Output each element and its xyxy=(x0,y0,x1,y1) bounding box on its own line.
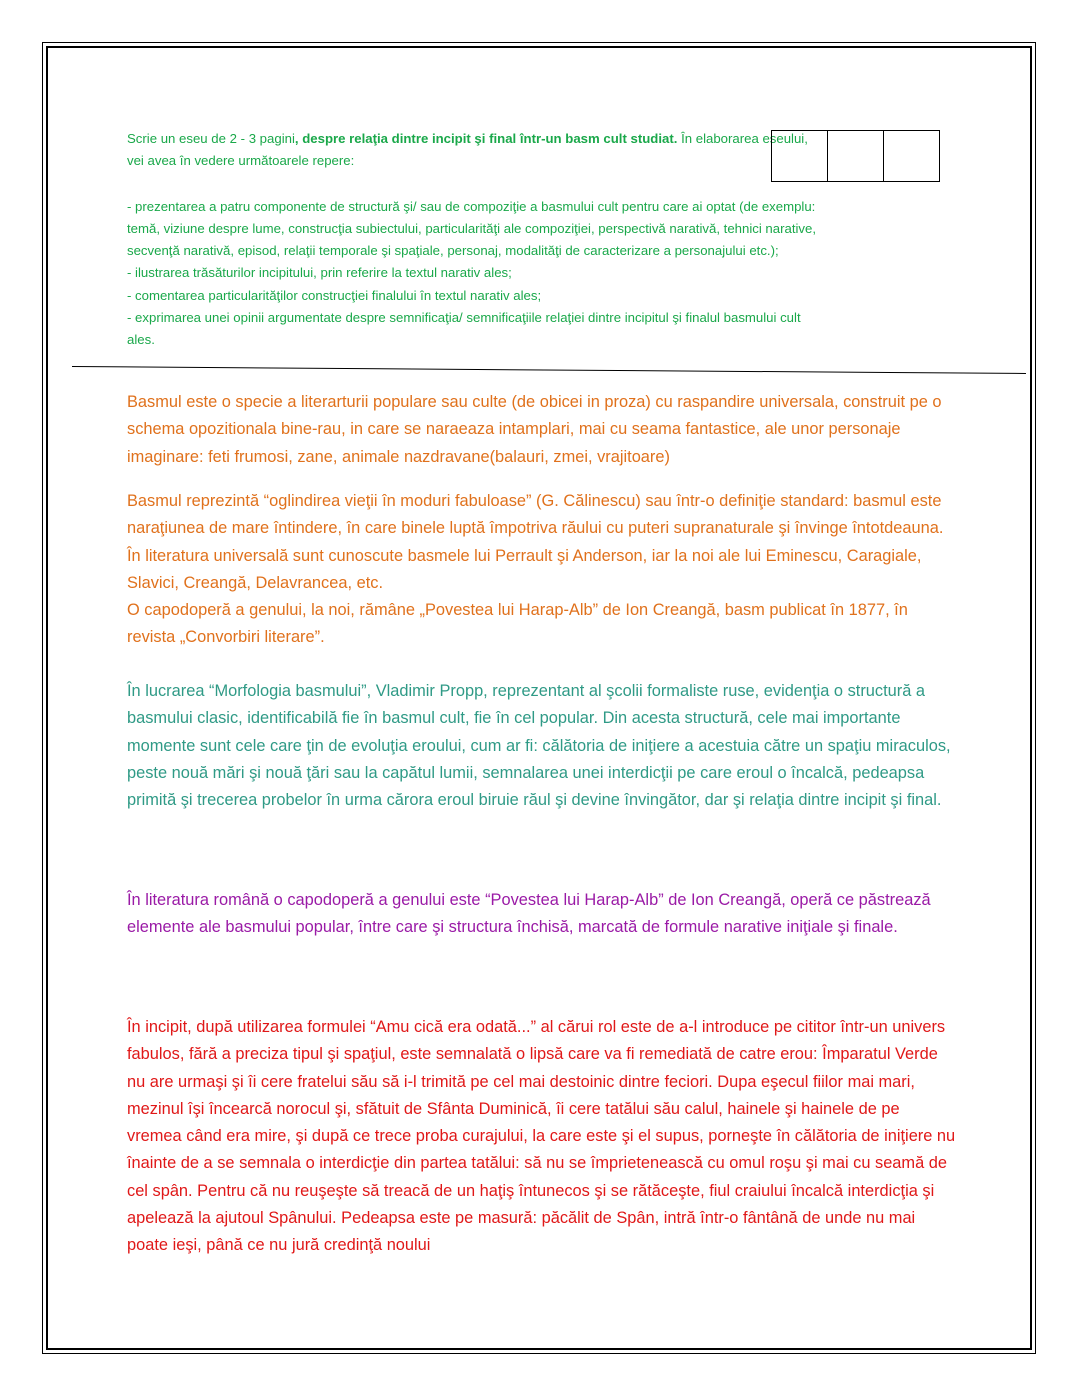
prompt-intro-plain: Scrie un eseu de 2 - 3 pagini xyxy=(127,131,295,146)
prompt-item: - ilustrarea trăsăturilor incipitului, prin referire la textul narativ ales; xyxy=(127,265,512,281)
essay-text: Basmul reprezintă “oglindirea vieţii în moduri fabuloase” (G. Călinescu) sau într-o definiţie standard: basmul este naraţiunea de mare întindere, în care binele luptă împotriva răului cu puteri supranaturale şi învinge întotdeauna. În literatura universală sunt cunoscute basmele lui Perrault şi Anderson, iar la noi ale lui Eminescu, Caragiale, Slavici, Creangă, Delavrancea, etc. xyxy=(127,492,944,592)
essay-paragraph-3 xyxy=(127,678,957,814)
prompt-item: - exprimarea unei opinii argumentate despre semnificaţia/ semnificaţiile relaţiei dintre incipitul şi finalul basmului cult ales. xyxy=(127,310,801,348)
essay-text: Basmul este o specie a literarturii populare sau culte (de obicei in proza) cu raspandire universala, construit pe o schema opozitionala bine-rau, in care se naraeaza intamplari, mai cu seama fantastice, ale unor personaje imaginare: feti frumosi, zane, animale nazdravane(balauri, zmei, vrajitoare) xyxy=(127,393,942,466)
essay-paragraph-4 xyxy=(127,887,957,942)
essay-text: În literatura română o capodoperă a genului este “Povestea lui Harap-Alb” de Ion Creangă, operă ce păstrează elemente ale basmului popular, între care şi structura închisă, marcată de formule narative iniţiale şi finale. xyxy=(127,891,931,937)
exam-prompt xyxy=(127,128,817,352)
prompt-item: - prezentarea a patru componente de structură şi/ sau de compoziţie a basmului cult pentru care ai optat (de exemplu: temă, viziune despre lume, construcţia subiectului, particularităţi ale compoziţiei, perspectivă narativă, tehnici narative, secvenţă narativă, episod, relaţii temporale şi spaţiale, personaj, modalităţi de caracterizare a personajului etc.); xyxy=(127,198,817,259)
essay-text: În incipit, după utilizarea formulei “Amu cică era odată...” al cărui rol este de a-l introduce pe cititor într-un univers fabulos, fără a preciza tipul şi spaţiul, este semnalată o lipsă care va fi remediată de catre erou: Împaratul Verde nu are urmaşi şi îi cere fratelui său să i-l trimită pe cel mai destoinic dintre feciori. Dupa eşecul fiilor mai mari, mezinul îşi încearcă norocul şi, sfătuit de Sfânta Duminică, îi cere tatălui său calul, hainele şi hainele de pe vremea când era mire, şi după ce trece proba curajului, la care este şi el supus, porneşte în călătoria de iniţiere nu înainte de a se semnala o interdicţie din partea tatălui: să nu se împrietenească cu omul roşu şi mai cu seamă de cel spân. Pentru că nu reuşeşte să treacă de un haţiş întunecos şi se rătăceşte, fiul craiului încalcă interdicţia şi apelează la ajutoul Spânului. Pedeapsa este pe masură: păcălit de Spân, intră într-o fântână de unde nu mai poate ieşi, până ce nu jură credinţă noului xyxy=(127,1018,956,1255)
essay-text: În lucrarea “Morfologia basmului”, Vladimir Propp, reprezentant al şcolii formaliste ruse, evidenţia o structură a basmului clasic, identificabilă fie în basmul cult, fie în cel popular. Din acesta structură, cele mai importante momente sunt cele care ţin de evoluţia eroului, cum ar fi: călătoria de iniţiere a acestuia către un spaţiu miraculos, peste nouă mări şi nouă ţări sau la capătul lumii, semnalarea unei interdicţii pe care eroul o încalcă, pedeapsa primită şi trecerea probelor în urma cărora eroul biruie răul şi devine învingător, dar şi relaţia dintre incipit şi final. xyxy=(127,682,951,810)
grade-box xyxy=(827,130,884,182)
prompt-intro-rest: În elaborarea eseului, vei avea în vedere următoarele repere: xyxy=(127,131,808,169)
grade-boxes xyxy=(771,130,940,182)
prompt-item: - comentarea particularităţilor construcţiei finalului în textul narativ ales; xyxy=(127,287,542,303)
essay-paragraph-5 xyxy=(127,1014,957,1260)
prompt-intro-bold: , despre relaţia dintre incipit şi final într-un basm cult studiat. xyxy=(294,131,678,146)
essay-paragraph-2 xyxy=(127,488,957,652)
grade-box xyxy=(771,130,828,182)
grade-box xyxy=(883,130,940,182)
prompt-intro xyxy=(127,128,817,173)
essay-paragraph-1 xyxy=(127,389,957,471)
essay-text: O capodoperă a genului, la noi, rămâne „Povestea lui Harap-Alb” de Ion Creangă, basm publicat în 1877, în revista „Convorbiri literare”. xyxy=(127,601,908,647)
